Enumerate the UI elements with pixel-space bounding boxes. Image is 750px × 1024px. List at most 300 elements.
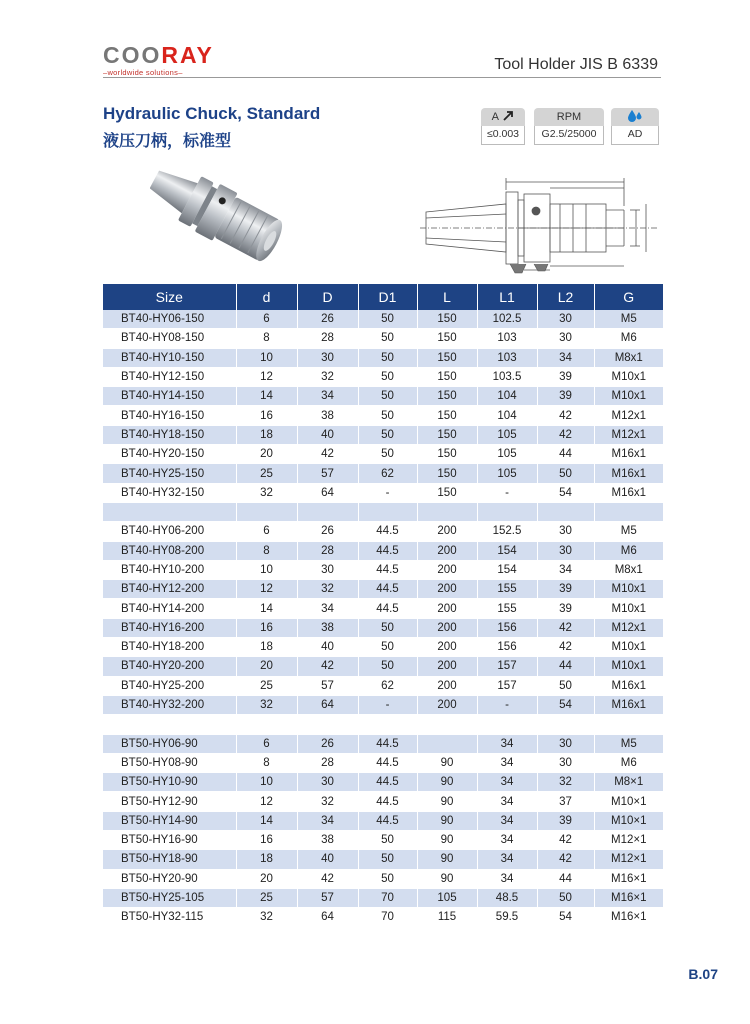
table-cell: 28 (297, 329, 358, 348)
table-cell: M16×1 (594, 908, 663, 927)
table-cell: M12×1 (594, 831, 663, 850)
table-cell: 26 (297, 310, 358, 329)
table-cell: 42 (537, 831, 594, 850)
table-cell: 50 (358, 329, 417, 348)
table-cell: M10×1 (594, 792, 663, 811)
table-cell: 34 (477, 734, 537, 753)
table-row (103, 580, 663, 599)
table-cell: BT40-HY08-150 (103, 329, 236, 348)
table-cell (358, 715, 417, 734)
table-cell: 70 (358, 888, 417, 907)
table-cell: M10x1 (594, 657, 663, 676)
table-cell: 54 (537, 908, 594, 927)
table-cell: 44.5 (358, 792, 417, 811)
table-cell: 32 (297, 580, 358, 599)
table-cell: 10 (236, 560, 297, 579)
table-cell: 30 (537, 329, 594, 348)
table-cell: 57 (297, 676, 358, 695)
table-cell: M10x1 (594, 638, 663, 657)
table-cell (236, 715, 297, 734)
table-cell: 34 (297, 811, 358, 830)
table-cell: 50 (358, 831, 417, 850)
table-cell: M8x1 (594, 348, 663, 367)
table-cell: 44.5 (358, 580, 417, 599)
table-row (103, 638, 663, 657)
table-cell (103, 715, 236, 734)
table-row (103, 792, 663, 811)
table-cell: 102.5 (477, 310, 537, 329)
table-cell: 32 (297, 367, 358, 386)
specification-table (103, 284, 663, 928)
product-title-cn: 液压刀柄，标准型 (103, 133, 232, 150)
table-cell: 150 (417, 367, 477, 386)
page-number: B.07 (688, 966, 718, 982)
spec-accuracy-value: ≤0.003 (481, 126, 525, 145)
table-cell: 155 (477, 599, 537, 618)
table-cell: 44 (537, 445, 594, 464)
table-cell: 50 (358, 310, 417, 329)
table-cell: 54 (537, 695, 594, 714)
table-cell: 6 (236, 522, 297, 541)
table-cell: 16 (236, 618, 297, 637)
column-header-G: G (594, 284, 663, 310)
table-cell: 12 (236, 792, 297, 811)
table-cell: 32 (236, 695, 297, 714)
spec-accuracy-label: A (491, 111, 499, 123)
table-cell (477, 715, 537, 734)
table-cell: 50 (358, 638, 417, 657)
table-cell: M16x1 (594, 695, 663, 714)
table-cell: 64 (297, 483, 358, 502)
table-cell: 50 (358, 618, 417, 637)
table-cell: BT40-HY10-200 (103, 560, 236, 579)
table-cell: 34 (477, 811, 537, 830)
coolant-drops-icon (626, 109, 644, 123)
table-cell: 200 (417, 657, 477, 676)
table-cell: 90 (417, 831, 477, 850)
spec-coolant-header (611, 108, 659, 126)
table-cell: M5 (594, 522, 663, 541)
brand-logo (103, 44, 214, 77)
table-cell: 200 (417, 618, 477, 637)
table-cell: M10x1 (594, 367, 663, 386)
table-body (103, 310, 663, 927)
table-cell: M16x1 (594, 464, 663, 483)
table-cell: M5 (594, 310, 663, 329)
table-header-row (103, 284, 663, 310)
table-row (103, 676, 663, 695)
table-row (103, 502, 663, 521)
table-cell: BT50-HY25-105 (103, 888, 236, 907)
table-cell (297, 502, 358, 521)
table-row (103, 850, 663, 869)
table-cell: 105 (417, 888, 477, 907)
header-title: Tool Holder JIS B 6339 (494, 56, 658, 73)
table-row (103, 522, 663, 541)
table-cell: 14 (236, 811, 297, 830)
table-cell: 90 (417, 792, 477, 811)
table-row (103, 348, 663, 367)
table-cell: 10 (236, 773, 297, 792)
table-cell: M10x1 (594, 387, 663, 406)
table-cell: 57 (297, 888, 358, 907)
table-cell: 34 (477, 753, 537, 772)
table-row (103, 310, 663, 329)
table-cell: 50 (358, 348, 417, 367)
table-cell: 90 (417, 773, 477, 792)
table-cell: 200 (417, 676, 477, 695)
table-cell: 90 (417, 811, 477, 830)
table-cell: 39 (537, 387, 594, 406)
table-cell: 37 (537, 792, 594, 811)
table-cell: - (358, 483, 417, 502)
table-cell: 18 (236, 638, 297, 657)
table-cell: 44.5 (358, 753, 417, 772)
table-cell: BT40-HY20-200 (103, 657, 236, 676)
table-cell: 44.5 (358, 734, 417, 753)
spec-accuracy (481, 108, 525, 145)
table-cell: BT40-HY14-150 (103, 387, 236, 406)
table-cell: 150 (417, 387, 477, 406)
table-cell: 104 (477, 406, 537, 425)
table-cell: 8 (236, 753, 297, 772)
table-cell: 150 (417, 310, 477, 329)
table-cell: 30 (297, 560, 358, 579)
table-cell: 40 (297, 425, 358, 444)
table-row (103, 811, 663, 830)
table-cell: 28 (297, 541, 358, 560)
table-row (103, 831, 663, 850)
table-row (103, 445, 663, 464)
table-cell: 25 (236, 676, 297, 695)
table-cell: 150 (417, 425, 477, 444)
table-cell (358, 502, 417, 521)
table-row (103, 464, 663, 483)
table-cell: 30 (297, 348, 358, 367)
table-row (103, 367, 663, 386)
table-cell: M12x1 (594, 406, 663, 425)
column-header-D1: D1 (358, 284, 417, 310)
arrow-up-right-icon (503, 111, 514, 121)
table-cell: 34 (297, 599, 358, 618)
table-cell: 25 (236, 464, 297, 483)
header-divider (103, 77, 661, 78)
column-header-D: D (297, 284, 358, 310)
table-row (103, 483, 663, 502)
table-cell: 62 (358, 464, 417, 483)
table-cell: 34 (537, 348, 594, 367)
table-cell: BT50-HY10-90 (103, 773, 236, 792)
table-cell: 42 (537, 425, 594, 444)
table-cell: 42 (537, 850, 594, 869)
logo-text-ray: RAY (161, 42, 214, 68)
table-cell: 39 (537, 599, 594, 618)
logo-tagline: –worldwide solutions– (103, 68, 183, 77)
table-cell: 42 (297, 445, 358, 464)
table-cell: 200 (417, 560, 477, 579)
table-cell (417, 734, 477, 753)
table-row (103, 908, 663, 927)
table-cell: 44 (537, 869, 594, 888)
table-cell: BT40-HY18-150 (103, 425, 236, 444)
table-cell (297, 715, 358, 734)
table-cell (537, 502, 594, 521)
table-cell: 64 (297, 695, 358, 714)
table-cell (103, 502, 236, 521)
table-cell: M6 (594, 541, 663, 560)
table-cell: M8x1 (594, 560, 663, 579)
table-cell: 50 (358, 367, 417, 386)
logo-text-coo: COO (103, 42, 162, 68)
table-cell: 12 (236, 367, 297, 386)
table-cell: M16x1 (594, 676, 663, 695)
table-cell: 152.5 (477, 522, 537, 541)
table-cell: 30 (297, 773, 358, 792)
table-cell: 32 (297, 792, 358, 811)
technical-drawing (418, 170, 663, 275)
table-cell (477, 502, 537, 521)
table-cell: M12×1 (594, 850, 663, 869)
column-header-L2: L2 (537, 284, 594, 310)
table-cell: 90 (417, 850, 477, 869)
table-cell: 28 (297, 753, 358, 772)
table-cell: 34 (297, 387, 358, 406)
table-cell: 38 (297, 618, 358, 637)
table-cell: - (358, 695, 417, 714)
table-cell: 157 (477, 676, 537, 695)
table-cell: 70 (358, 908, 417, 927)
table-cell: 57 (297, 464, 358, 483)
table-row (103, 406, 663, 425)
table-cell: 44 (537, 657, 594, 676)
table-cell: 34 (537, 560, 594, 579)
table-cell: 20 (236, 445, 297, 464)
table-row (103, 425, 663, 444)
table-cell: 50 (537, 464, 594, 483)
table-cell: 39 (537, 811, 594, 830)
table-cell: BT40-HY06-200 (103, 522, 236, 541)
table-cell: 40 (297, 850, 358, 869)
table-cell: 150 (417, 483, 477, 502)
spec-coolant-value: AD (611, 126, 659, 145)
table-cell: 156 (477, 618, 537, 637)
table-cell: 34 (477, 792, 537, 811)
table-cell: 200 (417, 695, 477, 714)
spec-rpm-header: RPM (534, 108, 604, 126)
table-cell: 48.5 (477, 888, 537, 907)
table-cell: 38 (297, 406, 358, 425)
table-cell: 90 (417, 869, 477, 888)
table-cell: BT50-HY32-115 (103, 908, 236, 927)
table-cell: 8 (236, 541, 297, 560)
table-cell: 105 (477, 425, 537, 444)
table-cell: 30 (537, 522, 594, 541)
table-cell: 50 (537, 888, 594, 907)
table-cell: 12 (236, 580, 297, 599)
table-cell: 26 (297, 734, 358, 753)
table-cell: 25 (236, 888, 297, 907)
table-cell: 90 (417, 753, 477, 772)
table-cell: 200 (417, 522, 477, 541)
table-cell: BT40-HY20-150 (103, 445, 236, 464)
column-header-L1: L1 (477, 284, 537, 310)
table-cell: 200 (417, 638, 477, 657)
table-cell: 44.5 (358, 560, 417, 579)
table-cell: - (477, 695, 537, 714)
table-cell: BT50-HY06-90 (103, 734, 236, 753)
table-cell: 34 (477, 773, 537, 792)
table-cell: BT40-HY06-150 (103, 310, 236, 329)
table-cell: BT50-HY16-90 (103, 831, 236, 850)
table-cell: 6 (236, 734, 297, 753)
table-row (103, 869, 663, 888)
product-image (150, 152, 300, 282)
table-row (103, 657, 663, 676)
logo-wordmark (103, 44, 214, 66)
table-cell: 26 (297, 522, 358, 541)
table-cell: 50 (358, 869, 417, 888)
table-cell: 50 (358, 850, 417, 869)
table-cell: M10×1 (594, 811, 663, 830)
table-row (103, 734, 663, 753)
table-cell (417, 502, 477, 521)
table-cell: 154 (477, 541, 537, 560)
table-cell: BT50-HY08-90 (103, 753, 236, 772)
spec-coolant (611, 108, 659, 145)
table-cell: M12x1 (594, 618, 663, 637)
table-cell: 30 (537, 734, 594, 753)
table-cell: M8×1 (594, 773, 663, 792)
table-cell: 150 (417, 464, 477, 483)
table-cell: 200 (417, 541, 477, 560)
table-cell: 157 (477, 657, 537, 676)
table-cell: 62 (358, 676, 417, 695)
table-cell: 42 (537, 638, 594, 657)
table-cell: 20 (236, 869, 297, 888)
table-cell: 155 (477, 580, 537, 599)
table-cell: 103 (477, 348, 537, 367)
table-cell: M5 (594, 734, 663, 753)
table-cell: 10 (236, 348, 297, 367)
table-cell: M6 (594, 753, 663, 772)
table-cell: 44.5 (358, 773, 417, 792)
table-row (103, 695, 663, 714)
table-cell: 44.5 (358, 811, 417, 830)
table-cell: 50 (358, 387, 417, 406)
table-cell: 59.5 (477, 908, 537, 927)
table-cell: BT40-HY32-200 (103, 695, 236, 714)
table-cell: BT50-HY12-90 (103, 792, 236, 811)
table-cell: 30 (537, 541, 594, 560)
table-cell: 32 (236, 908, 297, 927)
table-cell: 44.5 (358, 522, 417, 541)
table-cell (537, 715, 594, 734)
table-cell: 104 (477, 387, 537, 406)
table-cell: 64 (297, 908, 358, 927)
table-cell: 154 (477, 560, 537, 579)
table-cell: 103.5 (477, 367, 537, 386)
table-cell: 42 (297, 657, 358, 676)
table-row (103, 541, 663, 560)
table-cell: 32 (236, 483, 297, 502)
table-cell: BT50-HY18-90 (103, 850, 236, 869)
table-cell: 105 (477, 445, 537, 464)
table-row (103, 599, 663, 618)
table-cell: 200 (417, 580, 477, 599)
table-cell (594, 715, 663, 734)
table-row (103, 329, 663, 348)
table-cell: BT40-HY12-200 (103, 580, 236, 599)
table-cell: M6 (594, 329, 663, 348)
table-cell: 44.5 (358, 541, 417, 560)
table-cell: 32 (537, 773, 594, 792)
table-cell: 50 (358, 445, 417, 464)
table-cell (236, 502, 297, 521)
table-cell: BT50-HY20-90 (103, 869, 236, 888)
table-cell: BT40-HY25-150 (103, 464, 236, 483)
table-cell: BT40-HY25-200 (103, 676, 236, 695)
table-cell: M10x1 (594, 599, 663, 618)
table-cell: 150 (417, 445, 477, 464)
table-cell: BT40-HY32-150 (103, 483, 236, 502)
table-cell: 150 (417, 348, 477, 367)
table-cell: 18 (236, 425, 297, 444)
table-cell: 34 (477, 831, 537, 850)
table-cell: 14 (236, 599, 297, 618)
table-cell: 50 (358, 406, 417, 425)
table-row (103, 618, 663, 637)
table-cell: BT40-HY08-200 (103, 541, 236, 560)
table-row (103, 753, 663, 772)
spec-accuracy-header (481, 108, 525, 126)
table-cell: BT40-HY16-200 (103, 618, 236, 637)
column-header-d: d (236, 284, 297, 310)
table-row (103, 715, 663, 734)
table-cell: BT40-HY10-150 (103, 348, 236, 367)
table-cell: 50 (358, 657, 417, 676)
table-cell: 115 (417, 908, 477, 927)
table-cell: 39 (537, 580, 594, 599)
table-cell: 34 (477, 869, 537, 888)
table-cell: - (477, 483, 537, 502)
table-row (103, 560, 663, 579)
table-cell (417, 715, 477, 734)
table-cell: 34 (477, 850, 537, 869)
column-header-size: Size (103, 284, 236, 310)
table-cell: 42 (297, 869, 358, 888)
table-cell: 16 (236, 406, 297, 425)
table-cell: M16x1 (594, 445, 663, 464)
table-cell: 18 (236, 850, 297, 869)
table-cell: 105 (477, 464, 537, 483)
spec-rpm (534, 108, 604, 145)
table-cell: 40 (297, 638, 358, 657)
table-cell: 42 (537, 618, 594, 637)
column-header-L: L (417, 284, 477, 310)
table-cell: 6 (236, 310, 297, 329)
table-cell: 54 (537, 483, 594, 502)
table-row (103, 773, 663, 792)
table-cell: 8 (236, 329, 297, 348)
table-cell: BT40-HY16-150 (103, 406, 236, 425)
table-cell: M16×1 (594, 869, 663, 888)
table-cell: 14 (236, 387, 297, 406)
table-cell: 50 (537, 676, 594, 695)
table-cell: 200 (417, 599, 477, 618)
table-cell: 150 (417, 406, 477, 425)
table-cell: 156 (477, 638, 537, 657)
table-cell: BT40-HY12-150 (103, 367, 236, 386)
